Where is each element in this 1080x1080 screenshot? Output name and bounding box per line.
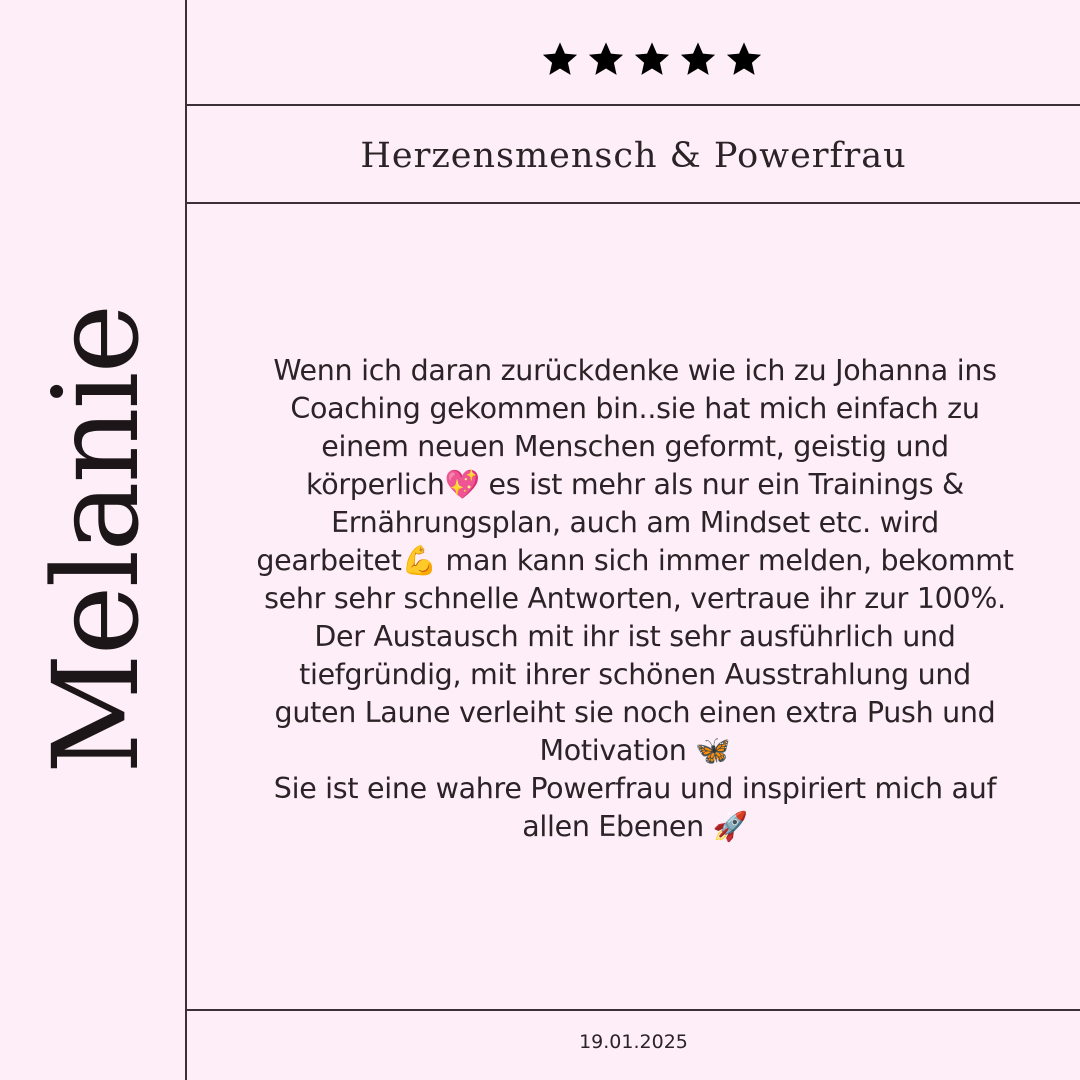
testimonial-line: Wenn ich daran zurückdenke wie ich zu Johanna ins: [273, 354, 997, 387]
testimonial-text: [215, 352, 1055, 846]
divider-under-headline: [185, 202, 1080, 204]
testimonial-line: einem neuen Menschen geformt, geistig und: [321, 430, 949, 463]
name-panel: [0, 0, 185, 1080]
testimonial-line: körperlich💖 es ist mehr als nur ein Trainings &: [306, 468, 964, 501]
testimonial-line: tiefgründig, mit ihrer schönen Ausstrahlung und: [299, 658, 971, 691]
star-icon: [679, 40, 717, 78]
testimonial-line: allen Ebenen 🚀: [522, 810, 748, 843]
review-headline: Herzensmensch & Powerfrau: [360, 136, 907, 176]
star-rating: [541, 40, 763, 80]
testimonial-line: Motivation 🦋: [539, 734, 731, 767]
testimonial-line: sehr sehr schnelle Antworten, vertraue ihr zur 100%.: [264, 582, 1006, 615]
star-icon: [725, 40, 763, 78]
divider-bottom: [185, 1009, 1080, 1011]
star-icon: [587, 40, 625, 78]
star-icon: [541, 40, 579, 78]
testimonial-line: Ernährungsplan, auch am Mindset etc. wird: [331, 506, 939, 539]
star-icon: [633, 40, 671, 78]
testimonial-line: Der Austausch mit ihr ist sehr ausführlich und: [314, 620, 956, 653]
testimonial-line: guten Laune verleiht sie noch einen extra Push und: [274, 696, 996, 729]
divider-top: [185, 104, 1080, 106]
testimonial-line: Sie ist eine wahre Powerfrau und inspiriert mich auf: [273, 772, 997, 805]
testimonial-line: gearbeitet💪 man kann sich immer melden, bekommt: [256, 544, 1014, 577]
reviewer-name: Melanie: [27, 305, 165, 775]
review-date: 19.01.2025: [579, 1031, 688, 1053]
testimonial-line: Coaching gekommen bin..sie hat mich einfach zu: [290, 392, 980, 425]
